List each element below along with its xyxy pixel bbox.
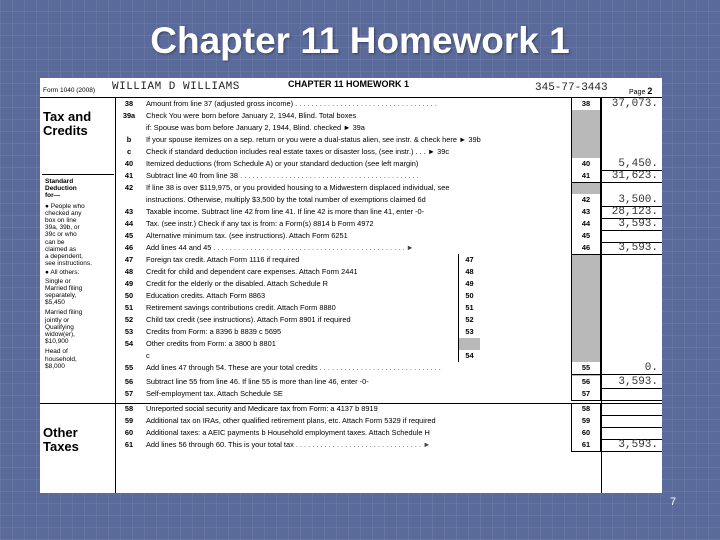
line-box: 58 [571,403,601,415]
form-lines [116,98,662,493]
dot-leader: . . . . . . . . . . . . . . . . . . . . . . . . . . . . . . . . . . . . . . . . . . . . . . . ► [211,243,414,252]
line-description: If your spouse itemizes on a sep. return or you were a dual-status alien, see instr. & check here ► 39b [146,135,481,144]
line-number: 56 [124,377,134,386]
sidebar-text: Head of [45,348,68,356]
line-box: 61 [571,439,601,451]
sidebar-text: $5,450 [45,299,65,307]
form-line-row [116,415,662,427]
line-description: if: Spouse was born before January 2, 1944, Blind. checked ► 39a [146,123,365,132]
line-amount[interactable]: 31,623. [611,170,658,182]
line-box: 44 [571,218,601,230]
line-box: 57 [571,388,601,400]
line-box: 56 [571,376,601,388]
form-line-row [116,242,662,254]
form-line-row [116,326,662,338]
sidebar-text: Qualifying [45,323,74,331]
line-box: 46 [571,242,601,254]
line-description: Other credits from Form: a 3800 b 8801 [146,339,276,348]
line-number: 55 [124,363,134,372]
sidebar-text: 39a, 39b, or [45,224,80,232]
line-number: 41 [124,171,134,180]
form-line-row [116,134,662,146]
page-label: Page 2 [629,86,653,96]
left-panel [40,98,116,493]
sidebar-text: Married filing [45,284,83,292]
line-amount[interactable]: 0. [644,362,658,374]
line-box: 45 [571,230,601,242]
form-line-row [116,439,662,451]
line-number: 54 [124,339,134,348]
sidebar-text: ● People who [45,202,85,210]
line-number: 52 [124,315,134,324]
line-description: Add lines 56 through 60. This is your total tax . . . . . . . . . . . . . . . . . . . . . . . . . . . . . . . ► [146,440,431,449]
line-number: 53 [124,327,134,336]
line-description: instructions. Otherwise, multiply $3,500 by the total number of exemptions claimed 6d [146,195,426,204]
line-amount[interactable]: 3,593. [618,218,658,230]
line-number: 48 [124,267,134,276]
form-name: Form 1040 (2008) [43,87,96,94]
line-box: 60 [571,427,601,439]
slide-number: 7 [670,496,677,508]
sidebar-text: ● All others: [45,269,80,277]
line-description: Add lines 47 through 54. These are your total credits . . . . . . . . . . . . . . . . . . . . . . . . . . . . . . [146,363,441,372]
line-number: 38 [124,99,134,108]
sidebar-text: household, [45,355,77,363]
line-number: 47 [124,255,134,264]
form-line-row [116,158,662,170]
form-line-row [116,427,662,439]
form-line-row [116,218,662,230]
line-description: c [146,351,150,360]
line-box: 42 [571,194,601,206]
line-amount[interactable]: 3,593. [618,439,658,451]
form-line-row [116,302,662,314]
line-description: Check if standard deduction includes real estate taxes or disaster loss, (see instr.) . . . ► 39c [146,147,450,156]
line-number: 51 [124,303,134,312]
inner-line-box: 48 [458,266,480,278]
line-description: Amount from line 37 (adjusted gross income) . . . . . . . . . . . . . . . . . . . . . . . . . . . . . . . . . . . [146,99,437,108]
page-number: 2 [647,86,653,96]
line-description: Subtract line 40 from line 38 . . . . . . . . . . . . . . . . . . . . . . . . . . . . . . . . . . . . . . . . . . . . [146,171,419,180]
form-line-row [116,146,662,158]
line-number: 50 [124,291,134,300]
form-line-row [116,290,662,302]
line-description: Unreported social security and Medicare tax from Form: a 4137 b 8919 [146,404,378,413]
line-description: Check You were born before January 2, 1944, Blind. Total boxes [146,111,357,120]
line-box: 38 [571,98,601,110]
sidebar-text: can be [45,238,65,246]
line-amount[interactable]: 37,073. [611,98,658,110]
line-description: Alternative minimum tax. (see instructions). Attach Form 6251 [146,231,348,240]
sidebar-text: checked any [45,209,82,217]
line-description: Taxable income. Subtract line 42 from line 41. If line 42 is more than line 41, enter -0- [146,207,425,216]
sidebar-text: 39c or who [45,231,77,239]
inner-line-box: 49 [458,278,480,290]
sidebar-text: Married filing [45,309,83,317]
form-line-row [116,122,662,134]
line-number: c [126,147,132,156]
line-number: 61 [124,440,134,449]
line-description: If line 38 is over $119,975, or you provided housing to a Midwestern displaced individual, see [146,183,450,192]
line-number: 59 [124,416,134,425]
inner-line-box: 54 [458,350,480,362]
section-tax-and-credits: Tax and Credits [43,109,92,138]
sidebar-text: Single or [45,277,71,285]
line-number: 45 [124,231,134,240]
tax-form-page [40,78,662,493]
sidebar-text: widow(er), [45,331,75,338]
dot-leader: . . . . . . . . . . . . . . . . . . . . . . . . . . . . . . . ► [293,440,431,449]
inner-line-box: 51 [458,302,480,314]
sidebar-text: claimed as [45,245,77,253]
form-line-row [116,314,662,326]
line-amount[interactable]: 3,593. [618,376,658,388]
inner-line-box: 53 [458,326,480,338]
inner-line-box: 52 [458,314,480,326]
form-line-row [116,170,662,182]
dot-leader: . . . . . . . . . . . . . . . . . . . . . . . . . . . . . . [317,363,441,372]
row-rule [571,400,662,401]
line-description: Additional tax on IRAs, other qualified retirement plans, etc. Attach Form 5329 if required [146,416,436,425]
form-line-row [116,362,662,374]
sidebar-text: separately, [45,292,77,299]
form-line-row [116,206,662,218]
form-line-row [116,254,662,266]
form-line-row [116,182,662,194]
sidebar-text: a dependent, [45,253,83,260]
form-line-row [116,350,662,362]
line-description: Retirement savings contributions credit. Attach Form 8880 [146,303,336,312]
line-number: 57 [124,389,134,398]
line-amount[interactable]: 5,450. [618,158,658,170]
line-box: 40 [571,158,601,170]
sidebar-text: $8,000 [45,362,65,370]
section-divider [40,403,662,404]
form-line-row [116,98,662,110]
line-description: Itemized deductions (from Schedule A) or your standard deduction (see left margin) [146,159,419,168]
line-description: Subtract line 55 from line 46. If line 55 is more than line 46, enter -0- [146,377,369,386]
form-line-row [116,266,662,278]
form-line-row [116,110,662,122]
line-description: Education credits. Attach Form 8863 [146,291,266,300]
sidebar-text: Deduction [45,185,77,193]
sidebar-text: $10,900 [45,338,69,346]
line-box: 43 [571,206,601,218]
form-line-row [116,388,662,400]
line-description: Credits from Form: a 8396 b 8839 c 5695 [146,327,282,336]
form-line-row [116,278,662,290]
dot-leader: . . . . . . . . . . . . . . . . . . . . . . . . . . . . . . . . . . . [293,99,437,108]
line-number: 58 [124,404,134,413]
form-header [40,78,662,98]
sidebar-text: jointly or [45,316,70,324]
form-line-row [116,376,662,388]
inner-line-box: 47 [458,254,480,266]
line-number: 44 [124,219,134,228]
line-description: Tax. (see instr.) Check if any tax is from: a Form(s) 8814 b Form 4972 [146,219,374,228]
line-description: Add lines 44 and 45 . . . . . . . . . . . . . . . . . . . . . . . . . . . . . . . . . . . . . . . . . . . . . . . ► [146,243,414,252]
row-rule [571,451,662,452]
line-amount[interactable]: 3,500. [618,194,658,206]
line-description: Child tax credit (see instructions). Attach Form 8901 if required [146,315,351,324]
sidebar-text: Standard [45,178,74,185]
slide-title: Chapter 11 Homework 1 [150,20,570,61]
inner-line-box: 50 [458,290,480,302]
line-description: Additional taxes: a AEIC payments b Household employment taxes. Attach Schedule H [146,428,430,437]
line-box: 59 [571,415,601,427]
line-amount[interactable]: 3,593. [618,242,658,254]
standard-deduction-box [42,174,114,404]
section-other-taxes: Other Taxes [43,425,79,454]
dot-leader: . . . . . . . . . . . . . . . . . . . . . . . . . . . . . . . . . . . . . . . . . . . . [238,171,419,180]
form-line-row [116,338,662,350]
line-number: 49 [124,279,134,288]
sidebar-text: box on line [45,217,77,224]
sidebar-text: see instructions. [45,260,92,268]
line-number: 60 [124,428,134,437]
line-box: 55 [571,362,601,374]
form-line-row [116,403,662,415]
line-number: 39a [122,111,136,120]
line-amount[interactable]: 28,123. [611,206,658,218]
row-rule [571,374,662,375]
line-description: Credit for child and dependent care expenses. Attach Form 2441 [146,267,358,276]
line-box: 41 [571,170,601,182]
line-description: Self-employment tax. Attach Schedule SE [146,389,283,398]
sidebar-text: for— [45,192,61,200]
form-line-row [116,194,662,206]
line-description: Foreign tax credit. Attach Form 1116 if required [146,255,300,264]
form-heading: CHAPTER 11 HOMEWORK 1 [288,79,410,89]
taxpayer-name: WILLIAM D WILLIAMS [112,81,240,93]
line-description: Credit for the elderly or the disabled. Attach Schedule R [146,279,328,288]
line-number: b [126,135,132,144]
ssn: 345-77-3443 [535,82,608,94]
line-number: 40 [124,159,134,168]
line-number: 42 [124,183,134,192]
line-number: 46 [124,243,134,252]
form-line-row [116,230,662,242]
line-number: 43 [124,207,134,216]
